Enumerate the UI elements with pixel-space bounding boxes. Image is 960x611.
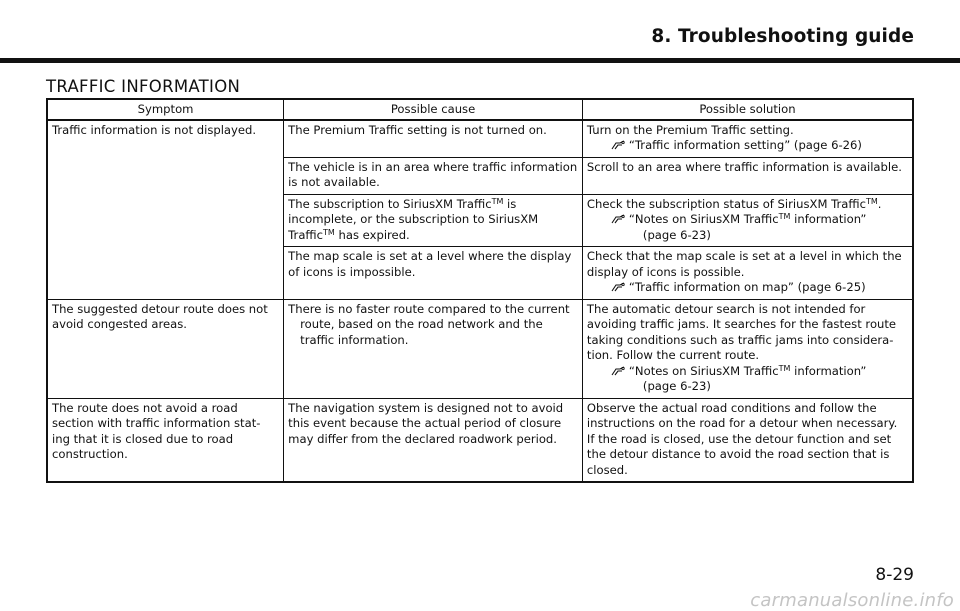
- reference-icon: [611, 214, 625, 224]
- table-row: [47, 398, 913, 482]
- table-row: [47, 299, 913, 398]
- trademark-mark: TM: [778, 212, 791, 221]
- solution-text-2: .: [877, 196, 882, 211]
- solution-text: Turn on the Premium Traffic setting.: [586, 122, 794, 137]
- header-rule: [0, 58, 960, 63]
- reference-text: “Traffic information setting” (page 6-26): [628, 138, 862, 152]
- table-header-row: [47, 99, 913, 120]
- reference-text: “Traffic information on map” (page 6-25): [628, 280, 866, 294]
- column-header-symptom: Symptom: [47, 99, 284, 120]
- reference-icon: [611, 366, 625, 376]
- cause-cell: The map scale is set at a level where the display of icons is impossible.: [284, 247, 583, 300]
- cause-text-1: The subscription to SiriusXM Traffic: [288, 196, 492, 211]
- cause-cell: The navigation system is designed not to avoid this event because the actual period of closure may differ from the declared roadwork period.: [284, 398, 583, 482]
- page-reference: [587, 364, 908, 380]
- reference-icon: [611, 282, 625, 292]
- page-reference: [587, 212, 908, 228]
- watermark: carmanualsonline.info: [750, 590, 954, 611]
- trademark-mark: TM: [865, 196, 878, 206]
- reference-text-1: “Notes on SiriusXM Traffic: [628, 363, 779, 378]
- cause-cell: [284, 194, 583, 247]
- cause-cell: [284, 299, 583, 398]
- troubleshooting-table: [46, 98, 914, 483]
- reference-text-2: information”: [790, 212, 867, 226]
- cause-text: [288, 302, 578, 349]
- symptom-cell: The route does not avoid a road section with traffic information stat- ing that it is closed due to road construction.: [47, 398, 284, 482]
- reference-text-1: “Notes on SiriusXM Traffic: [628, 212, 779, 226]
- trademark-mark: TM: [323, 227, 335, 237]
- reference-page: (page 6-23): [642, 379, 711, 393]
- page-reference: [587, 280, 908, 296]
- solution-cell: [582, 120, 913, 158]
- chapter-title: 8. Troubleshooting guide: [651, 26, 914, 47]
- solution-cell: [582, 299, 913, 398]
- column-header-solution: Possible solution: [582, 99, 913, 120]
- solution-cell: [582, 194, 913, 247]
- trademark-mark: TM: [778, 363, 791, 373]
- cause-first-line: There is no faster route compared to the current: [288, 301, 570, 316]
- solution-cell: [582, 247, 913, 300]
- page-reference: [587, 138, 908, 154]
- solution-text-1: Check the subscription status of SiriusXM Traffic: [586, 196, 866, 211]
- symptom-cell: Traffic information is not displayed.: [47, 120, 284, 300]
- cause-cell: The Premium Traffic setting is not turned on.: [284, 120, 583, 158]
- page-number: 8-29: [875, 565, 914, 585]
- cause-text-2: is incomplete, or the subscription to SiriusXM Traffic: [288, 196, 539, 242]
- reference-icon: [611, 140, 625, 150]
- reference-text-2: information”: [790, 363, 867, 378]
- cause-rest-lines: route, based on the road network and the traffic information.: [300, 317, 543, 347]
- table-row: [47, 120, 913, 158]
- solution-cell: Scroll to an area where traffic information is available.: [582, 157, 913, 194]
- reference-page: (page 6-23): [642, 227, 711, 242]
- solution-cell: Observe the actual road conditions and follow the instructions on the road for a detour when necessary. If the road is closed, use the detour function and set the detour distance to avoid the road section that is closed.: [582, 398, 913, 482]
- trademark-mark: TM: [491, 196, 504, 206]
- symptom-cell: The suggested detour route does not avoid congested areas.: [47, 299, 284, 398]
- cause-cell: The vehicle is in an area where traffic information is not available.: [284, 157, 583, 194]
- cause-text-3: has expired.: [334, 227, 410, 242]
- section-title: TRAFFIC INFORMATION: [46, 77, 241, 96]
- column-header-cause: Possible cause: [284, 99, 583, 120]
- solution-text: Check that the map scale is set at a level in which the display of icons is possible.: [586, 249, 902, 279]
- solution-text: The automatic detour search is not intended for avoiding traffic jams. It searches for the fastest route taking conditions such as traffic jams into considera- tion. Follow the current route.: [586, 301, 897, 362]
